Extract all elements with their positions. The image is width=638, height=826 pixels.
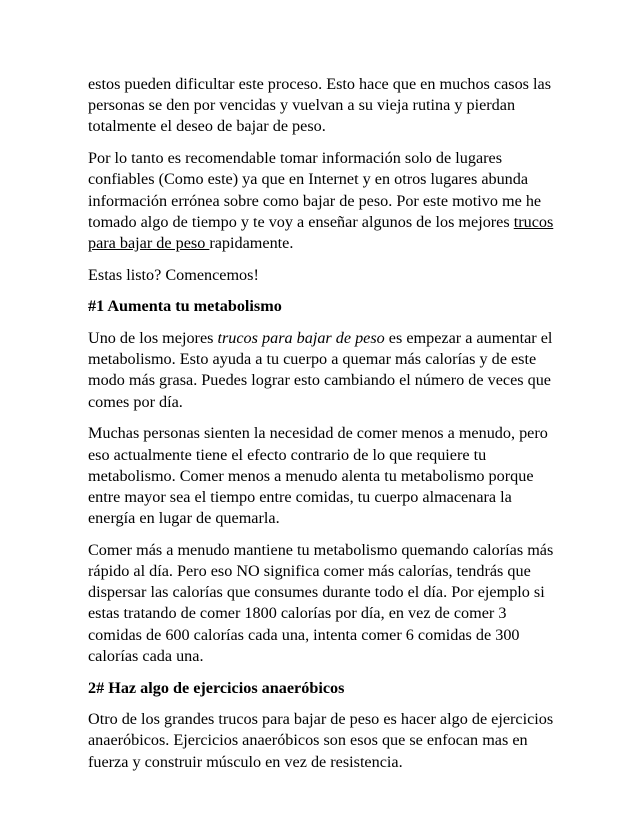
paragraph-intro-continuation: estos pueden dificultar este proceso. Esto hace que en muchos casos las personas se den por vencidas y vuelvan a su vieja rutina y pierdan totalmente el deseo de bajar de peso.: [88, 75, 551, 136]
paragraph-start: Estas listo? Comencemos!: [88, 265, 259, 284]
trucos-link[interactable]: trucos para bajar de peso: [88, 212, 554, 252]
paragraph-metabolismo-text: Uno de los mejores: [88, 329, 218, 348]
heading-metabolismo: #1 Aumenta tu metabolismo: [88, 297, 282, 316]
trucos-emphasis: trucos para bajar de peso: [217, 329, 385, 348]
paragraph-recommendation: [88, 148, 558, 254]
paragraph-metabolismo-rest: es empezar a aumentar el metabolismo. Esto ayuda a tu cuerpo a quemar más calorías y de este modo más grasa. Puedes lograr esto cambiando el número de veces que comes por día.: [88, 329, 553, 411]
document-page: [88, 74, 558, 783]
heading-anaerobicos: 2# Haz algo de ejercicios anaeróbicos: [88, 678, 345, 697]
paragraph-comer-mas: Comer más a menudo mantiene tu metabolismo quemando calorías más rápido al día. Pero eso NO significa comer más calorías, tendrás que dispersar las calorías que consumes durante todo el día. Por ejemplo si estas tratando de comer 1800 calorías por día, en vez de comer 3 comidas de 600 calorías cada una, intenta comer 6 comidas de 300 calorías cada una.: [88, 540, 554, 665]
paragraph-metabolismo-intro: [88, 328, 558, 413]
paragraph-comer-menos: Muchas personas sienten la necesidad de comer menos a menudo, pero eso actualmente tiene el efecto contrario de lo que requiere tu metabolismo. Comer menos a menudo alenta tu metabolismo porque entre mayor sea el tiempo entre comidas, tu cuerpo almacenara la energía en lugar de quemarla.: [88, 424, 548, 528]
paragraph-recommendation-end: rapidamente.: [209, 233, 294, 252]
paragraph-recommendation-text: Por lo tanto es recomendable tomar información solo de lugares confiables (Como este) ya que en Internet y en otros lugares abunda información errónea sobre como bajar de peso. Por este motivo me he tomado algo de tiempo y te voy a enseñar algunos de los mejores: [88, 149, 542, 231]
paragraph-anaerobicos: Otro de los grandes trucos para bajar de peso es hacer algo de ejercicios anaeróbicos. Ejercicios anaeróbicos son esos que se enfocan mas en fuerza y construir músculo en vez de resistencia.: [88, 710, 554, 771]
